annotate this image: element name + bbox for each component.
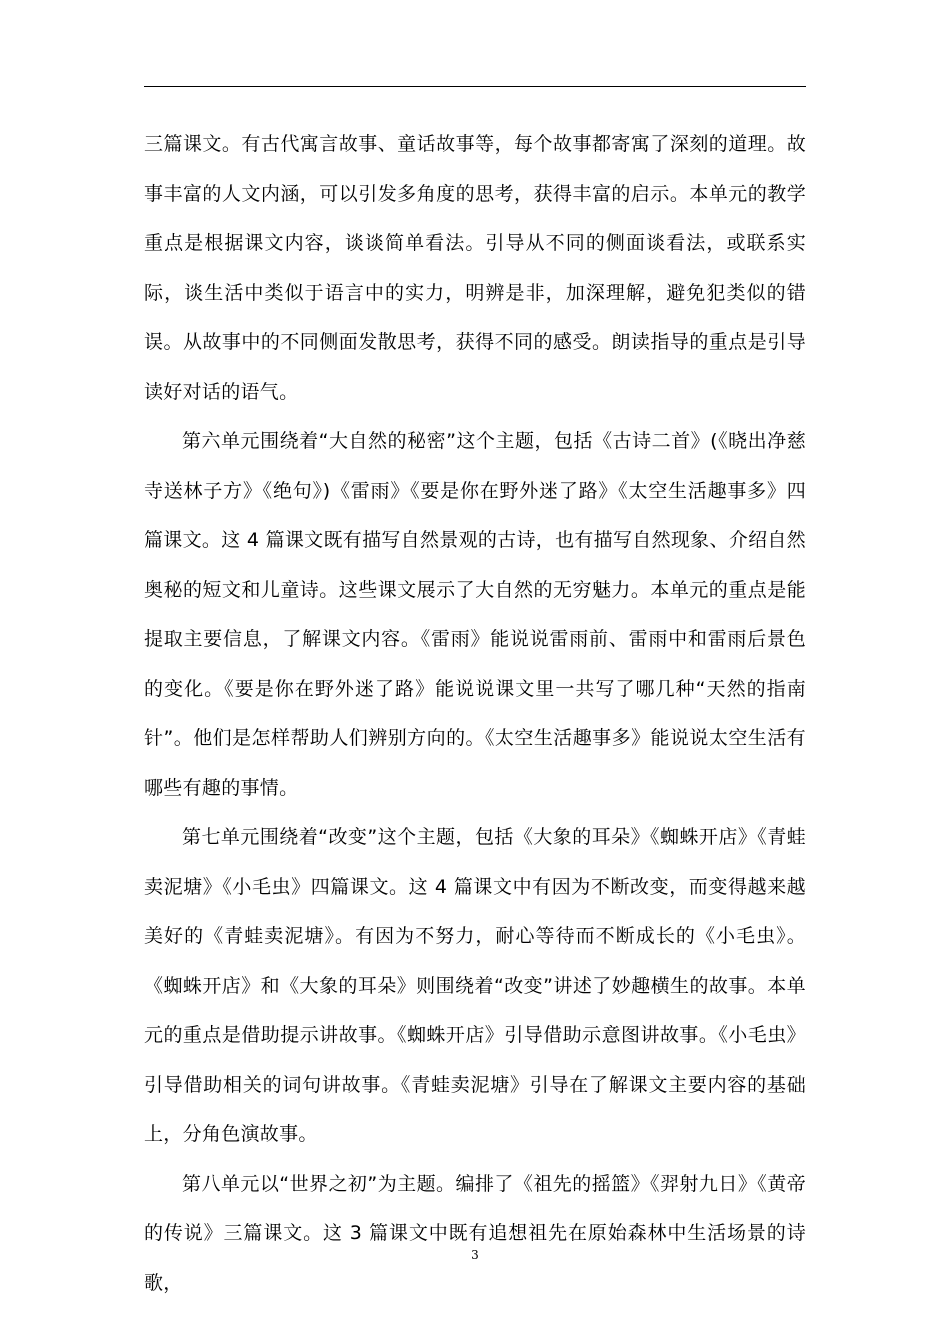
header-rule [144, 86, 806, 87]
paragraph-continuation: 三篇课文。有古代寓言故事、童话故事等，每个故事都寄寓了深刻的道理。故事丰富的人文内涵，可以引发多角度的思考，获得丰富的启示。本单元的教学重点是根据课文内容，谈谈简单看法。引导从不同的侧面谈看法，或联系实际，谈生活中类似于语言中的实力，明辨是非，加深理解，避免犯类似的错误。从故事中的不同侧面发散思考，获得不同的感受。朗读指导的重点是引导读好对话的语气。 [144, 133, 806, 403]
paragraph-unit-six: 第六单元围绕着“大自然的秘密”这个主题，包括《古诗二首》(《晓出净慈寺送林子方》《绝句》)《雷雨》《要是你在野外迷了路》《太空生活趣事多》四篇课文。这 4 篇课文既有描写自然景观的古诗，也有描写自然现象、介绍自然奥秘的短文和儿童诗。这些课文展示了大自然的无穷魅力。本单元的重点是能提取主要信息，了解课文内容。《雷雨》能说说雷雨前、雷雨中和雷雨后景色的变化。《要是你在野外迷了路》能说说课文里一共写了哪几种“天然的指南针”。他们是怎样帮助人们辨别方向的。《太空生活趣事多》能说说太空生活有哪些有趣的事情。 [144, 430, 806, 799]
document-body [144, 120, 806, 1308]
paragraph-unit-eight: 第八单元以“世界之初”为主题。编排了《祖先的摇篮》《羿射九日》《黄帝的传说》三篇课文。这 3 篇课文中既有追想祖先在原始森林中生活场景的诗歌， [144, 1172, 806, 1294]
page-number: 3 [471, 1248, 479, 1262]
paragraph-unit-seven: 第七单元围绕着“改变”这个主题，包括《大象的耳朵》《蜘蛛开店》《青蛙卖泥塘》《小毛虫》四篇课文。这 4 篇课文中有因为不断改变，而变得越来越美好的《青蛙卖泥塘》。有因为不努力，耐心等待而不断成长的《小毛虫》。《蜘蛛开店》和《大象的耳朵》则围绕着“改变”讲述了妙趣横生的故事。本单元的重点是借助提示讲故事。《蜘蛛开店》引导借助示意图讲故事。《小毛虫》引导借助相关的词句讲故事。《青蛙卖泥塘》引导在了解课文主要内容的基础上，分角色演故事。 [144, 826, 806, 1145]
